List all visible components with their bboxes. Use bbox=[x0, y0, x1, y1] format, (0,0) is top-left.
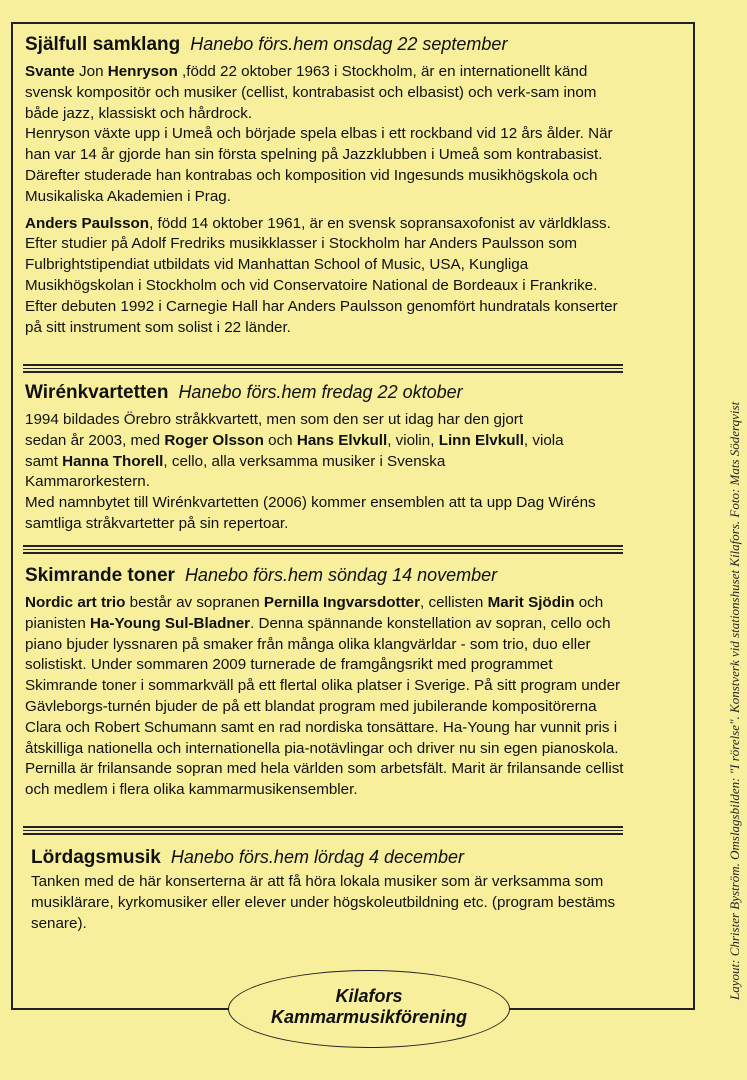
performer-name: Linn Elvkull bbox=[438, 431, 524, 449]
text: , cellisten bbox=[420, 594, 488, 611]
performer-name: Pernilla Ingvarsdotter bbox=[263, 594, 421, 611]
text: , violin, bbox=[387, 431, 439, 449]
section-divider bbox=[23, 364, 623, 373]
concert-venue-date: Hanebo förs.hem lördag 4 december bbox=[170, 847, 465, 867]
concert-heading bbox=[25, 32, 625, 57]
bio-paulsson bbox=[25, 214, 625, 297]
text: och pianisten bbox=[25, 594, 604, 632]
badge-line-2: Kammarmusikförening bbox=[270, 1007, 468, 1027]
concert-title: Skimrande toner bbox=[25, 565, 175, 586]
text: ,född 22 oktober 1963 i Stockholm, är en internationellt känd svensk kompositör och musiker (cellist, kontrabasist och elbasist) och verk-sam inom både jazz, klassiskt och hårdrock. bbox=[25, 63, 597, 122]
performer-name: Nordic art trio bbox=[25, 594, 126, 611]
section-divider bbox=[23, 545, 623, 554]
concert-heading bbox=[25, 380, 625, 405]
text: består av sopranen bbox=[125, 594, 264, 611]
concert-venue-date: Hanebo förs.hem fredag 22 oktober bbox=[178, 382, 463, 402]
concert-title: Lördagsmusik bbox=[31, 847, 161, 868]
text: Jon bbox=[74, 63, 108, 80]
text: , född 14 oktober 1961, är en svensk sopransaxofonist av världklass. Efter studier på Adolf Fredriks musikklasser i Stockholm har Anders Paulsson som Fulbrightstipendiat utbildats vid Manhattan School of Music, USA, Kungliga Musikhögskolan i Stockholm och vid Conservatoire National de Bordeaux i Frankrike. bbox=[25, 214, 611, 294]
text: , cello, alla verksamma musiker i Svenska Kammarorkestern. bbox=[25, 452, 446, 491]
text: . Denna spännande konstellation av sopran, cello och piano bjuder lyssnaren på smaker från många olika klangvärldar - som trio, duo eller solistiskt. Under sommaren 2009 turnerade de framgångsrikt med programmet Skimrande toner i sommarkväll på ett flertal olika platser i Sverige. På sitt program under Gävleborgs-turnén bjuder de på ett blandat program med jubilerande kompositörerna Clara och Robert Schumann samt en rad nordiska tonsättare. Ha-Young har vunnit pris i åtskilliga nationella och internationella pia-notävlingar och driver nu sin egen pianoskola. Pernilla är frilansande sopran med hela världen som arbetsfält. Marit är frilansande cellist och medlem i flera olika kammarmusikensembler. bbox=[25, 614, 624, 799]
trio-description bbox=[25, 593, 625, 801]
text: 1994 bildades Örebro stråkkvartett, men som den ser ut idag har den gjort sedan år 2003, med bbox=[25, 411, 524, 449]
performer-name: Svante bbox=[25, 63, 75, 80]
concert-venue-date: Hanebo förs.hem onsdag 22 september bbox=[190, 34, 508, 54]
concert-title: Wirénkvartetten bbox=[25, 382, 169, 403]
performer-name: Henryson bbox=[107, 63, 178, 80]
concert-sjalfull-samklang bbox=[25, 32, 625, 338]
ensemble-description-continued: Med namnbytet till Wirénkvartetten (2006) kommer ensemblen att ta upp Dag Wiréns samtliga stråkvartetter på sin repertoar. bbox=[25, 494, 596, 532]
text: och bbox=[263, 431, 297, 449]
performer-name: Roger Olsson bbox=[164, 431, 264, 449]
concert-title: Själfull samklang bbox=[25, 34, 181, 55]
performer-name: Hanna Thorell bbox=[62, 452, 164, 470]
concert-venue-date: Hanebo förs.hem söndag 14 november bbox=[184, 565, 498, 585]
performer-name: Marit Sjödin bbox=[487, 594, 575, 611]
concert-wirenkvartetten bbox=[25, 380, 625, 535]
concert-heading bbox=[31, 845, 631, 870]
performer-name: Anders Paulsson bbox=[25, 214, 150, 232]
badge-line-1: Kilafors bbox=[335, 986, 403, 1006]
layout-photo-credit: Layout: Christer Byström. Omslagsbilden: "I rörelse". Konstverk vid stationshuset Kilafors. Foto: Mats Söderqvist bbox=[727, 401, 742, 1000]
concert-lordagsmusik bbox=[31, 845, 631, 934]
performer-name: Ha-Young Sul-Bladner bbox=[90, 614, 251, 632]
event-description: Tanken med de här konserterna är att få höra lokala musiker som är verksamma som musiklärare, kyrkomusiker eller elever under högskoleutbildning etc. (program bestäms senare). bbox=[31, 873, 616, 932]
ensemble-description bbox=[25, 410, 565, 493]
bio-henryson bbox=[25, 62, 625, 124]
section-divider bbox=[23, 826, 623, 835]
society-name-badge bbox=[228, 970, 510, 1048]
concert-heading bbox=[25, 563, 625, 588]
bio-paulsson-continued: Efter debuten 1992 i Carnegie Hall har Anders Paulsson genomfört hundratals konserter på sitt instrument som solist i 22 länder. bbox=[25, 297, 618, 336]
bio-henryson-continued: Henryson växte upp i Umeå och började spela elbas i ett rockband vid 12 års ålder. När han var 14 år gjorde han sin första spelning på Jazzklubben i Umeå som kontrabasist. Därefter studerade han kontrabas och komposition vid Ingesunds musikhögskola och Musikaliska Akademien i Prag. bbox=[25, 125, 613, 205]
text: , viola samt bbox=[25, 431, 564, 470]
performer-name: Hans Elvkull bbox=[296, 431, 388, 449]
concert-skimrande-toner bbox=[25, 563, 625, 801]
